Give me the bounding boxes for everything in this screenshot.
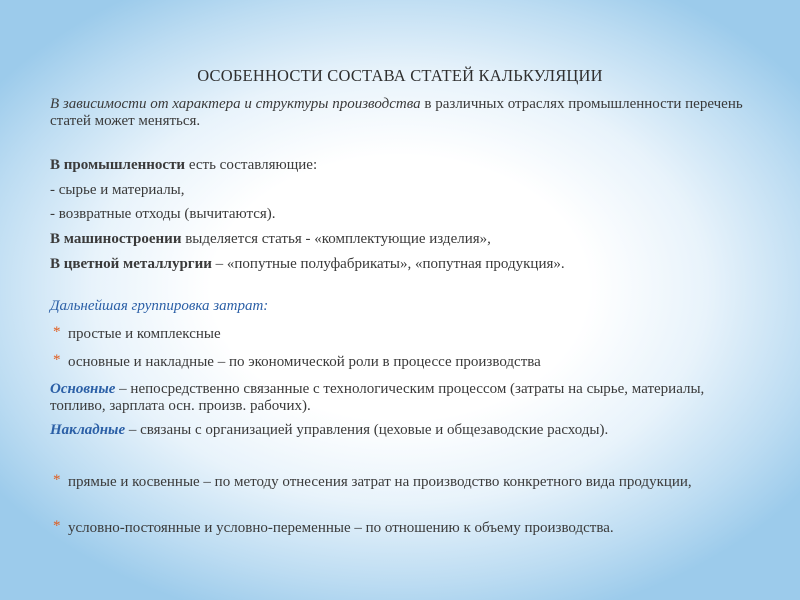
bullet-item: простые и комплексные bbox=[68, 326, 221, 342]
bullet-icon: * bbox=[53, 324, 61, 340]
industry-line bbox=[50, 157, 317, 174]
basic-paragraph bbox=[50, 381, 750, 415]
intro-italic: В зависимости от характера и структуры производства bbox=[50, 96, 421, 112]
metallurgy-rest: – «попутные полуфабрикаты», «попутная продукция». bbox=[211, 256, 565, 272]
basic-term: Основные bbox=[50, 381, 116, 397]
bullet-icon: * bbox=[53, 352, 61, 368]
bullet-item: основные и накладные – по экономической роли в процессе производства bbox=[68, 354, 541, 370]
machine-bold: В машиностроении bbox=[50, 231, 182, 247]
overhead-paragraph bbox=[50, 422, 750, 439]
metallurgy-bold: В цветной металлургии bbox=[50, 256, 212, 272]
overhead-rest: – связаны с организацией управления (цеховые и общезаводские расходы). bbox=[125, 422, 609, 438]
basic-rest: – непосредственно связанные с технологическим процессом (затраты на сырье, материалы, топливо, зарплата осн. произв. рабочих). bbox=[50, 381, 705, 414]
grouping-heading: Дальнейшая группировка затрат: bbox=[50, 298, 269, 314]
machine-rest: выделяется статья - «комплектующие изделия», bbox=[181, 231, 491, 247]
industry-item: - возвратные отходы (вычитаются). bbox=[50, 206, 276, 222]
industry-item: - сырье и материалы, bbox=[50, 182, 185, 198]
intro-rest: в различных отраслях промышленности перечень статей может меняться. bbox=[50, 96, 743, 129]
metallurgy-line bbox=[50, 256, 565, 273]
industry-bold: В промышленности bbox=[50, 157, 186, 173]
overhead-term: Накладные bbox=[50, 422, 126, 438]
industry-rest: есть составляющие: bbox=[185, 157, 318, 173]
bullet-item: условно-постоянные и условно-переменные – по отношению к объему производства. bbox=[68, 520, 614, 536]
bullet-item: прямые и косвенные – по методу отнесения затрат на производство конкретного вида продукции, bbox=[68, 474, 692, 490]
intro-paragraph bbox=[50, 96, 750, 130]
bullet-icon: * bbox=[53, 518, 61, 534]
bullet-icon: * bbox=[53, 472, 61, 488]
machine-line bbox=[50, 231, 491, 248]
slide-title: ОСОБЕННОСТИ СОСТАВА СТАТЕЙ КАЛЬКУЛЯЦИИ bbox=[197, 66, 603, 85]
